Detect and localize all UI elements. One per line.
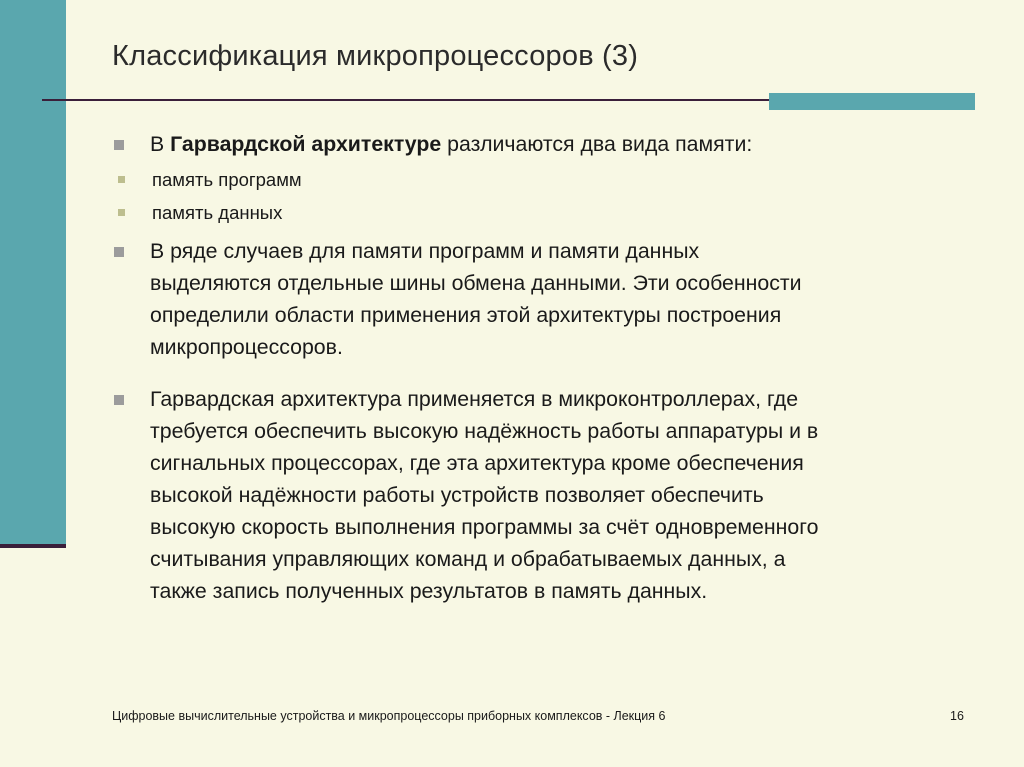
- sub-bullet-text: память данных: [152, 202, 283, 223]
- bullet-line: сигнальных процессорах, где эта архитектура кроме обеспечения: [150, 451, 804, 475]
- bullet-line: требуется обеспечить высокую надёжность работы аппаратуры и в: [150, 419, 819, 443]
- bullet-line: выделяются отдельные шины обмена данными. Эти особенности: [150, 271, 802, 295]
- slide-title: Классификация микропроцессоров (3): [112, 40, 639, 72]
- bullet-line: также запись полученных результатов в память данных.: [150, 579, 708, 603]
- left-accent-bar: [0, 0, 66, 544]
- bullet-line: определили области применения этой архитектуры построения: [150, 303, 782, 327]
- bullet-line: Гарвардская архитектура применяется в микроконтроллерах, где: [150, 387, 799, 411]
- bullet-item: [112, 235, 972, 363]
- bullet-line: микропроцессоров.: [150, 335, 343, 359]
- bullet-item: [112, 128, 972, 160]
- bullet-line: В ряде случаев для памяти программ и памяти данных: [150, 239, 700, 263]
- square-bullet-icon: [114, 140, 124, 150]
- bullet-line: высокой надёжности работы устройств позволяет обеспечить: [150, 483, 764, 507]
- bullet-line: высокую скорость выполнения программы за счёт одновременного: [150, 515, 819, 539]
- footer-text: Цифровые вычислительные устройства и микропроцессоры приборных комплексов - Лекция 6: [112, 709, 666, 723]
- sub-bullet-item: [112, 163, 972, 196]
- bullet-item: [112, 383, 972, 607]
- sub-bullet-text: память программ: [152, 169, 302, 190]
- bullet-text: [150, 128, 972, 160]
- bullet-text-prefix: В: [150, 132, 171, 156]
- page-number: 16: [950, 709, 964, 723]
- bullet-line: считывания управляющих команд и обрабатываемых данных, а: [150, 547, 786, 571]
- slide-content: [112, 128, 972, 607]
- square-subbullet-icon: [118, 176, 125, 183]
- square-subbullet-icon: [118, 209, 125, 216]
- left-bar-underline: [0, 544, 66, 548]
- square-bullet-icon: [114, 247, 124, 257]
- sub-bullet-item: [112, 196, 972, 229]
- sub-list: [112, 163, 972, 229]
- square-bullet-icon: [114, 395, 124, 405]
- bullet-text-bold: Гарвардской архитектуре: [170, 132, 442, 156]
- bullet-text-suffix: различаются два вида памяти:: [441, 132, 753, 156]
- title-accent-bar: [769, 93, 975, 110]
